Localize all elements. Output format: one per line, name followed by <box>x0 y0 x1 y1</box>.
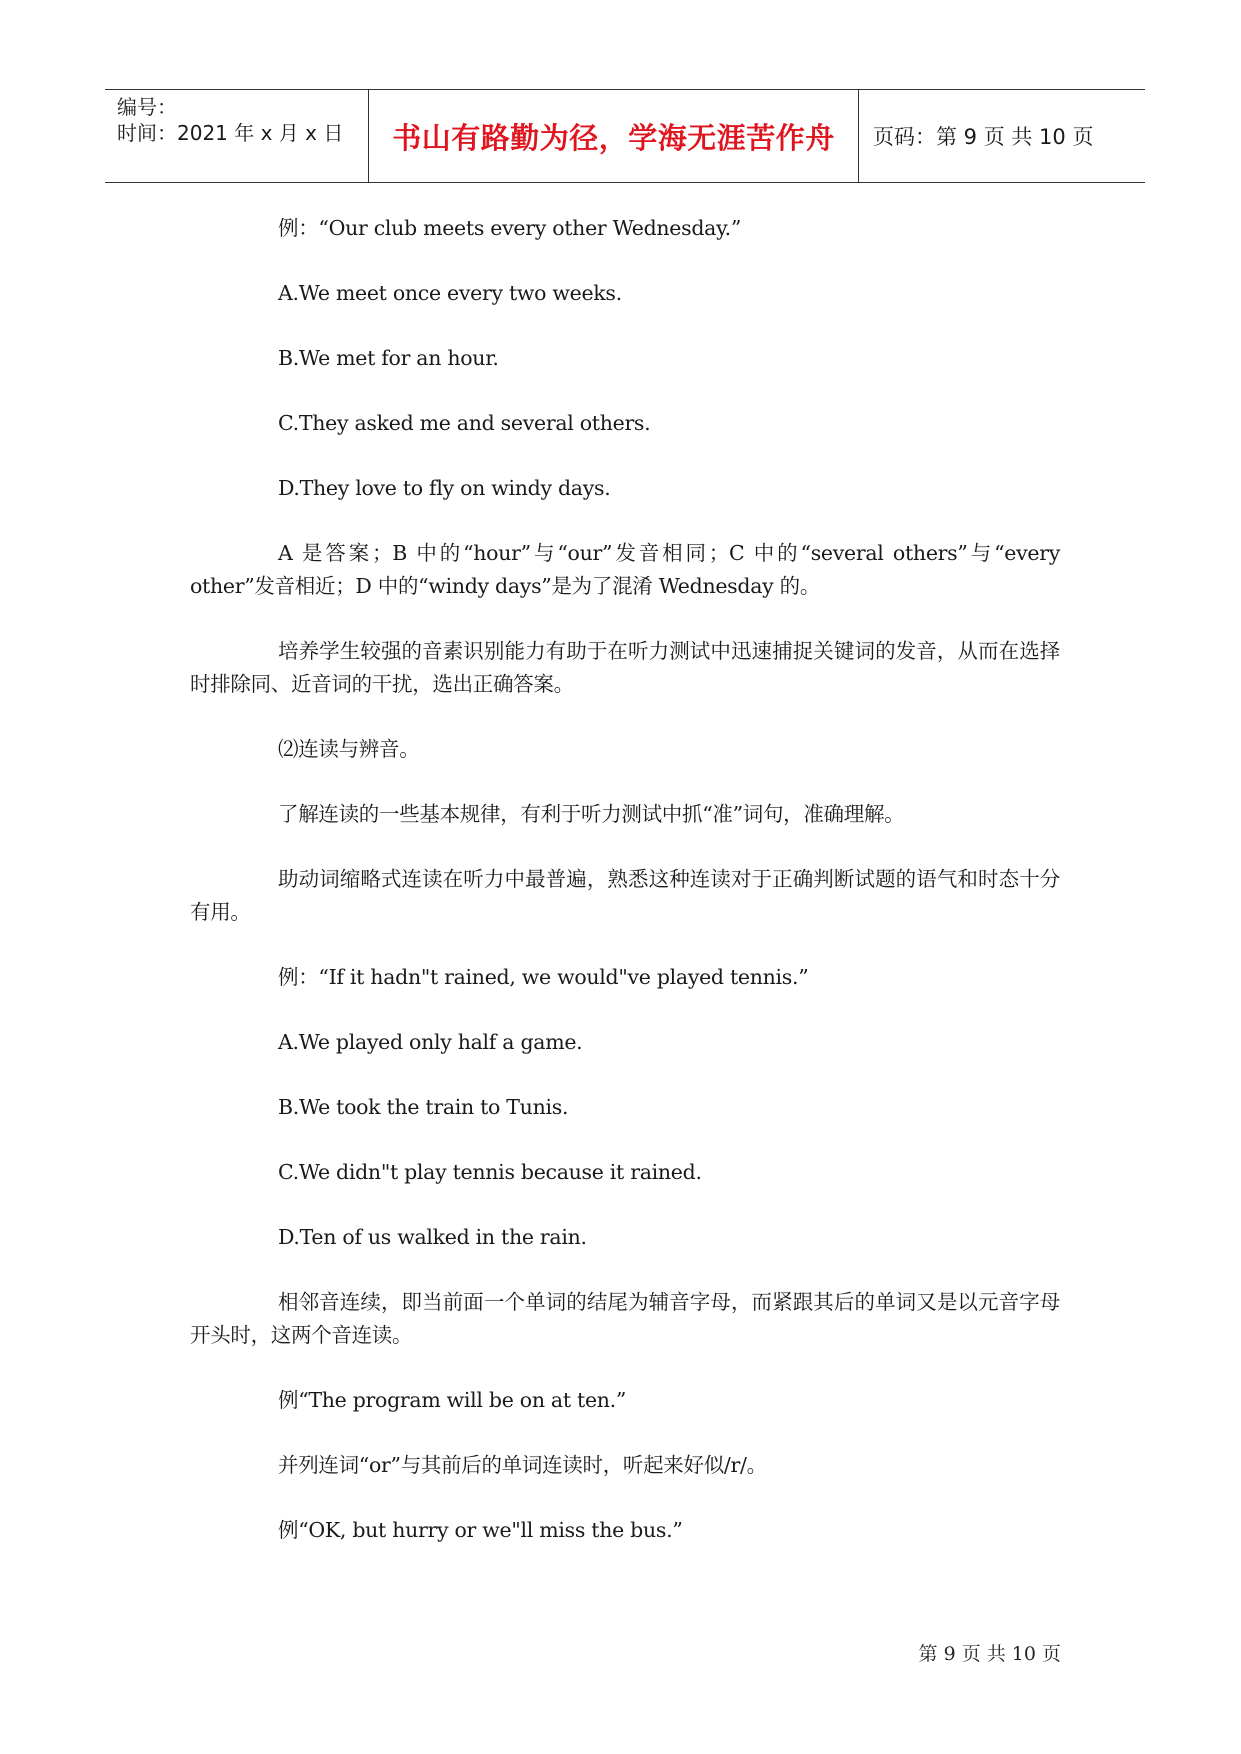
paragraph: 例：“Our club meets every other Wednesday.” <box>278 216 742 240</box>
paragraph: 培养学生较强的音素识别能力有助于在听力测试中迅速捕捉关键词的发音，从而在选择时排除同、近音词的干扰，选出正确答案。 <box>190 639 1060 696</box>
paragraph: 助动词缩略式连读在听力中最普遍，熟悉这种连读对于正确判断试题的语气和时态十分有用。 <box>190 867 1060 924</box>
header-motto: 书山有路勤为径，学海无涯苦作舟 <box>392 120 835 155</box>
document-time-label: 时间：2021 年 x 月 x 日 <box>117 121 344 145</box>
paragraph: 并列连词“or”与其前后的单词连读时，听起来好似/r/。 <box>278 1453 767 1477</box>
paragraph: A.We played only half a game. <box>278 1030 583 1054</box>
header-page-number: 页码：第 9 页 共 10 页 <box>873 125 1094 149</box>
paragraph: D.They love to fly on windy days. <box>278 476 611 500</box>
paragraph: 例“OK, but hurry or we"ll miss the bus.” <box>278 1518 683 1542</box>
footer-page-number: 第 9 页 共 10 页 <box>918 1643 1061 1665</box>
paragraph: 了解连读的一些基本规律，有利于听力测试中抓“准”词句，准确理解。 <box>278 802 905 826</box>
document-number-label: 编号： <box>117 95 177 119</box>
paragraph: B.We took the train to Tunis. <box>278 1095 569 1119</box>
page-footer <box>919 1639 1061 1666</box>
paragraph: A.We meet once every two weeks. <box>278 281 622 305</box>
paragraph: D.Ten of us walked in the rain. <box>278 1225 587 1249</box>
page-header <box>105 89 1145 183</box>
paragraph: C.They asked me and several others. <box>278 411 651 435</box>
paragraph: 例：“If it hadn"t rained, we would"ve played tennis.” <box>278 965 809 989</box>
paragraph: B.We met for an hour. <box>278 346 499 370</box>
header-motto-cell <box>369 90 859 182</box>
paragraph: 例“The program will be on at ten.” <box>278 1388 627 1412</box>
paragraph: A 是答案；B 中的“hour”与“our”发音相同；C 中的“several others”与“every other”发音相近；D 中的“windy days”是为了混淆 Wednesday 的。 <box>190 541 1060 598</box>
paragraph: 相邻音连续，即当前面一个单词的结尾为辅音字母，而紧跟其后的单词又是以元音字母开头时，这两个音连读。 <box>190 1290 1060 1347</box>
document-body <box>190 212 1060 1547</box>
paragraph: ⑵连读与辨音。 <box>278 737 420 761</box>
paragraph: C.We didn"t play tennis because it rained. <box>278 1160 702 1184</box>
header-meta <box>105 90 369 182</box>
header-page-cell <box>859 90 1145 182</box>
